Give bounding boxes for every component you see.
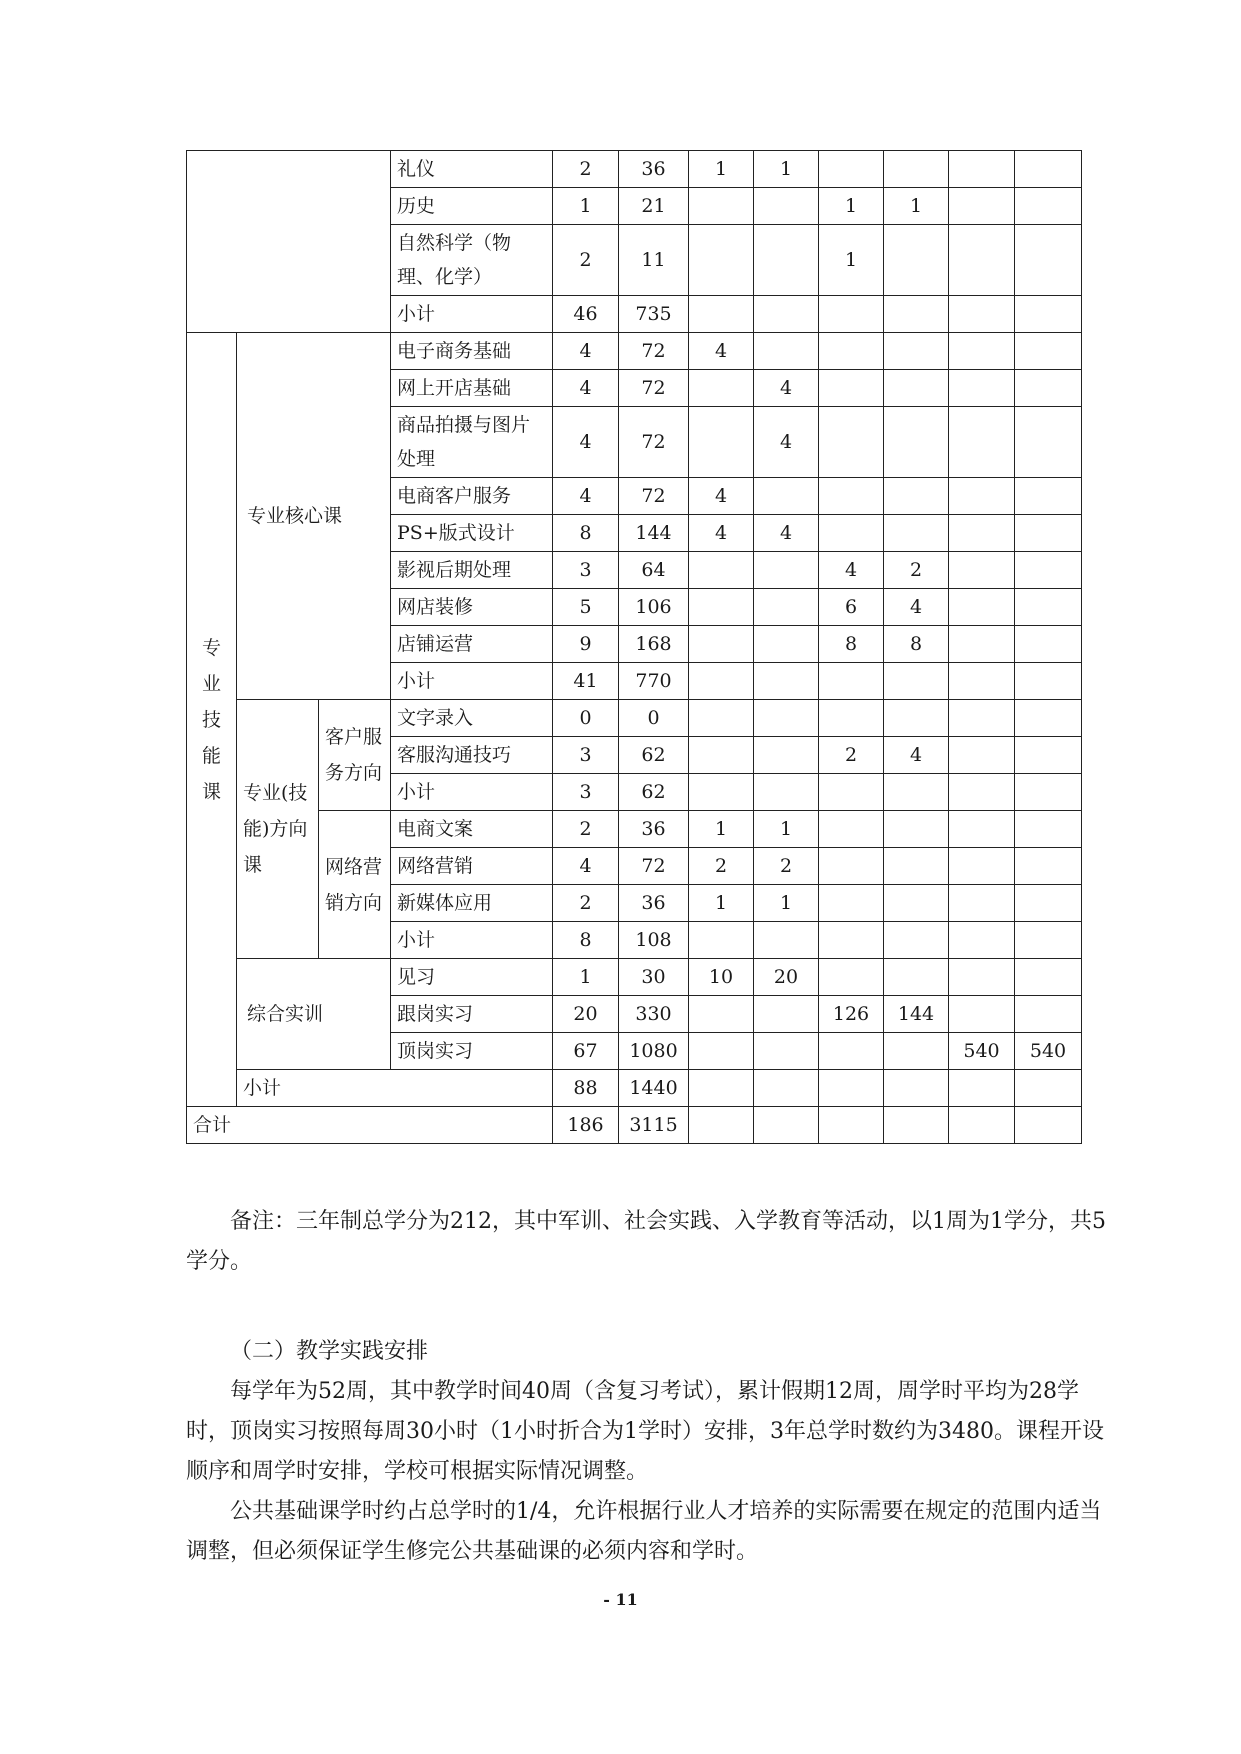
course-name: 商品拍摄与图片处理: [391, 407, 553, 478]
paragraph-2: 公共基础课学时约占总学时的1/4，允许根据行业人才培养的实际需要在规定的范围内适当调整，但必须保证学生修完公共基础课的必须内容和学时。: [186, 1499, 1102, 1564]
core-category-cell: 专业核心课: [237, 333, 391, 700]
table-row: PS+版式设计 8 144 4 4: [187, 515, 1082, 552]
course-table: [186, 150, 1082, 1144]
table-row: 礼仪 2 36 1 1: [187, 151, 1082, 188]
subtotal-label: 小计: [237, 1070, 553, 1107]
table-row: 小计 8 108: [187, 922, 1082, 959]
table-row: 综合实训 见习 1 30 10 20: [187, 959, 1082, 996]
course-name: 网上开店基础: [391, 370, 553, 407]
course-name: 客服沟通技巧: [391, 737, 553, 774]
course-name: 自然科学（物理、化学）: [391, 225, 553, 296]
table-row: 电商客户服务 4 72 4: [187, 478, 1082, 515]
course-name: 电子商务基础: [391, 333, 553, 370]
subtotal-label: 小计: [391, 774, 553, 811]
table-row: 网上开店基础 4 72 4: [187, 370, 1082, 407]
direction-customer-service: 客户服务方向: [319, 700, 391, 811]
course-name: 见习: [391, 959, 553, 996]
table-row: 商品拍摄与图片处理 4 72 4: [187, 407, 1082, 478]
table-row: 网络营销方向 电商文案 2 36 1 1: [187, 811, 1082, 848]
table-row: 网络营销 4 72 2 2: [187, 848, 1082, 885]
table-note: 备注：三年制总学分为212，其中军训、社会实践、入学教育等活动，以1周为1学分，共5学分。: [186, 1209, 1106, 1274]
table-row: 专业(技能)方向课 客户服务方向 文字录入 0 0: [187, 700, 1082, 737]
practice-category-cell: 综合实训: [237, 959, 391, 1070]
table-row: 店铺运营 9 168 8 8: [187, 626, 1082, 663]
course-name: 文字录入: [391, 700, 553, 737]
skill-category-cell: 专业技能课: [187, 333, 237, 1107]
table-row: 小计 46 735: [187, 296, 1082, 333]
course-name: 电商客户服务: [391, 478, 553, 515]
direction-category-cell: 专业(技能)方向课: [237, 700, 319, 959]
course-name: 店铺运营: [391, 626, 553, 663]
table-row: 新媒体应用 2 36 1 1: [187, 885, 1082, 922]
table-row: 客服沟通技巧 3 62 2 4: [187, 737, 1082, 774]
subtotal-label: 小计: [391, 296, 553, 333]
direction-network-marketing: 网络营销方向: [319, 811, 391, 959]
page-number: - 11: [603, 1590, 638, 1609]
table-row: 顶岗实习 67 1080 540 540: [187, 1033, 1082, 1070]
course-name: 电商文案: [391, 811, 553, 848]
course-name: 顶岗实习: [391, 1033, 553, 1070]
paragraph-1: 每学年为52周，其中教学时间40周（含复习考试），累计假期12周，周学时平均为28学时，顶岗实习按照每周30小时（1小时折合为1学时）安排，3年总学时数约为3480。课程开设顺序和周学时安排，学校可根据实际情况调整。: [186, 1379, 1104, 1484]
course-name: 礼仪: [391, 151, 553, 188]
table-row: 小计 88 1440: [187, 1070, 1082, 1107]
course-name: 网店装修: [391, 589, 553, 626]
course-name: 新媒体应用: [391, 885, 553, 922]
subtotal-label: 小计: [391, 663, 553, 700]
table-row: 跟岗实习 20 330 126 144: [187, 996, 1082, 1033]
table-row: 网店装修 5 106 6 4: [187, 589, 1082, 626]
table-row: 专业技能课 专业核心课 电子商务基础 4 72 4: [187, 333, 1082, 370]
blank-category-cell: [187, 151, 391, 333]
total-label: 合计: [187, 1107, 553, 1144]
subtotal-label: 小计: [391, 922, 553, 959]
table-row: 影视后期处理 3 64 4 2: [187, 552, 1082, 589]
table-row: 小计 41 770: [187, 663, 1082, 700]
course-name: 影视后期处理: [391, 552, 553, 589]
table-row: 小计 3 62: [187, 774, 1082, 811]
course-name: 历史: [391, 188, 553, 225]
table-row: 历史 1 21 1 1: [187, 188, 1082, 225]
table-row: 合计 186 3115: [187, 1107, 1082, 1144]
table-row: 自然科学（物理、化学） 2 11 1: [187, 225, 1082, 296]
course-name: PS+版式设计: [391, 515, 553, 552]
course-name: 跟岗实习: [391, 996, 553, 1033]
course-name: 网络营销: [391, 848, 553, 885]
section-title: （二）教学实践安排: [230, 1339, 429, 1364]
